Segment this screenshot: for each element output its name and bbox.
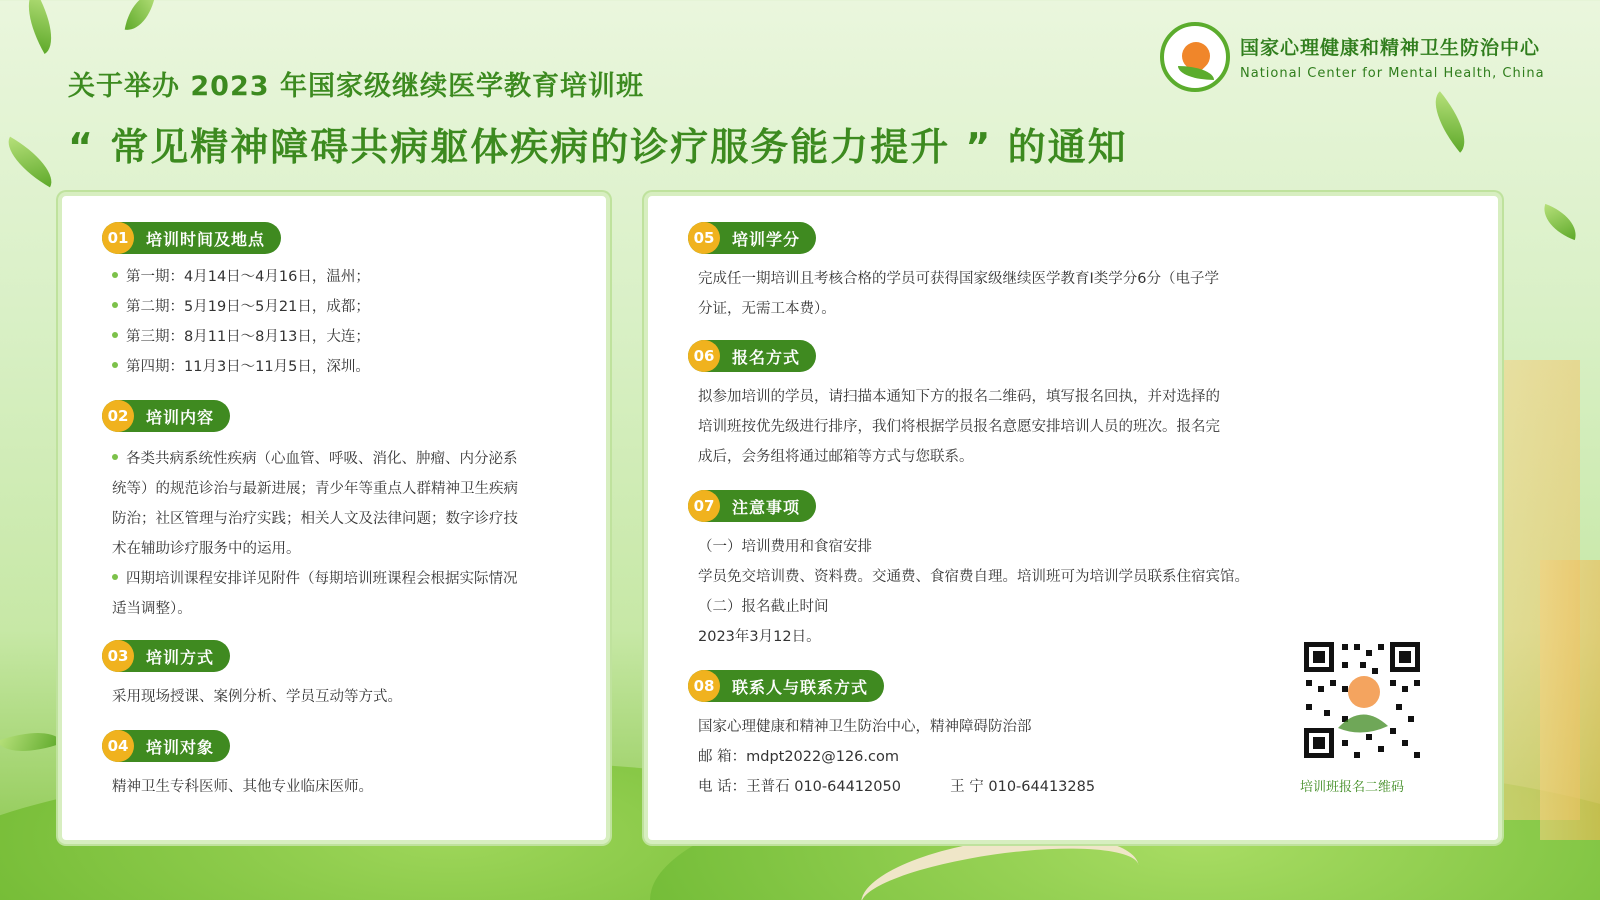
page-title-line2: “ 常见精神障碍共病躯体疾病的诊疗服务能力提升 ” 的通知 bbox=[68, 125, 1128, 169]
section-02 bbox=[102, 400, 518, 624]
bullet-icon bbox=[112, 272, 118, 278]
section-03 bbox=[102, 640, 402, 712]
paragraph-line: （一）培训费用和食宿安排 bbox=[698, 539, 872, 555]
list-item: 第三期：8月11日～8月13日，大连； bbox=[112, 322, 370, 352]
qr-code-icon[interactable] bbox=[1302, 640, 1422, 760]
section-header bbox=[688, 490, 816, 522]
qr-code-label: 培训班报名二维码 bbox=[1300, 780, 1405, 795]
section-header bbox=[102, 222, 281, 254]
paragraph-line: 培训班按优先级进行排序，我们将根据学员报名意愿安排培训人员的班次。报名完 bbox=[698, 419, 1220, 435]
logo-name-en: National Center for Mental Health, China bbox=[1240, 66, 1545, 81]
section-title: 培训对象 bbox=[146, 737, 215, 757]
contact-phone-1: 电 话：王普石 010-64412050 bbox=[698, 779, 901, 795]
leaf-icon bbox=[1537, 204, 1583, 240]
contact-email[interactable]: 邮 箱：mdpt2022@126.com bbox=[698, 749, 899, 765]
leaf-icon bbox=[15, 0, 66, 54]
bullet-icon bbox=[112, 454, 118, 460]
organization-logo bbox=[1160, 22, 1545, 92]
logo-emblem-icon bbox=[1160, 22, 1230, 92]
paragraph-line: 分证，无需工本费）。 bbox=[698, 301, 836, 317]
leaf-icon bbox=[1422, 91, 1479, 152]
paragraph-line: 防治；社区管理与治疗实践；相关人文及法律问题；数字诊疗技 bbox=[112, 511, 518, 527]
paragraph-line: 采用现场授课、案例分析、学员互动等方式。 bbox=[112, 689, 402, 705]
section-title: 培训时间及地点 bbox=[146, 229, 266, 249]
paragraph-line: 完成任一期培训且考核合格的学员可获得国家级继续医学教育I类学分6分（电子学 bbox=[698, 271, 1219, 287]
logo-name-cn: 国家心理健康和精神卫生防治中心 bbox=[1240, 37, 1541, 59]
section-07 bbox=[688, 490, 1249, 652]
paragraph-line: 精神卫生专科医师、其他专业临床医师。 bbox=[112, 779, 373, 795]
paragraph-line: 术在辅助诊疗服务中的运用。 bbox=[112, 541, 301, 557]
section-header bbox=[688, 222, 816, 254]
section-number-badge: 01 bbox=[102, 222, 134, 254]
section-title: 报名方式 bbox=[732, 347, 801, 367]
section-number-badge: 07 bbox=[688, 490, 720, 522]
paragraph-line: 成后，会务组将通过邮箱等方式与您联系。 bbox=[698, 449, 974, 465]
contact-organization: 国家心理健康和精神卫生防治中心，精神障碍防治部 bbox=[698, 719, 1032, 735]
contact-phone bbox=[698, 772, 1095, 802]
paragraph-line: 统等）的规范诊治与最新进展；青少年等重点人群精神卫生疾病 bbox=[112, 481, 518, 497]
paragraph-line: 四期培训课程安排详见附件（每期培训班课程会根据实际情况 bbox=[112, 564, 518, 594]
contact-phone-2: 王 宁 010-64413285 bbox=[950, 779, 1096, 795]
section-header bbox=[102, 730, 230, 762]
paragraph-line: 2023年3月12日。 bbox=[698, 629, 821, 645]
section-08 bbox=[688, 670, 1095, 802]
section-number-badge: 02 bbox=[102, 400, 134, 432]
section-05 bbox=[688, 222, 1219, 324]
section-04 bbox=[102, 730, 373, 802]
section-number-badge: 08 bbox=[688, 670, 720, 702]
leaf-icon bbox=[0, 720, 62, 763]
section-header bbox=[102, 400, 230, 432]
leaf-icon bbox=[0, 137, 62, 188]
section-title: 培训方式 bbox=[146, 647, 215, 667]
section-number-badge: 06 bbox=[688, 340, 720, 372]
bullet-icon bbox=[112, 574, 118, 580]
section-06 bbox=[688, 340, 1220, 472]
section-01 bbox=[102, 222, 370, 382]
section-title: 注意事项 bbox=[732, 497, 801, 517]
section-title: 培训学分 bbox=[732, 229, 801, 249]
paragraph-line: 学员免交培训费、资料费。交通费、食宿费自理。培训班可为培训学员联系住宿宾馆。 bbox=[698, 569, 1249, 585]
section-title: 培训内容 bbox=[146, 407, 215, 427]
list-item: 第一期：4月14日～4月16日，温州； bbox=[112, 262, 370, 292]
list-item: 第二期：5月19日～5月21日，成都； bbox=[112, 292, 370, 322]
page-title-line1: 关于举办 2023 年国家级继续医学教育培训班 bbox=[68, 71, 644, 102]
leaf-icon bbox=[125, 0, 156, 34]
paragraph-line: 适当调整）。 bbox=[112, 601, 192, 617]
section-header bbox=[688, 340, 816, 372]
list-item: 第四期：11月3日～11月5日，深圳。 bbox=[112, 352, 370, 382]
section-header bbox=[688, 670, 884, 702]
paragraph-line: 各类共病系统性疾病（心血管、呼吸、消化、肿瘤、内分泌系 bbox=[112, 444, 518, 474]
paragraph-line: 拟参加培训的学员，请扫描本通知下方的报名二维码，填写报名回执，并对选择的 bbox=[698, 389, 1220, 405]
section-title: 联系人与联系方式 bbox=[732, 677, 869, 697]
section-number-badge: 03 bbox=[102, 640, 134, 672]
bullet-icon bbox=[112, 362, 118, 368]
background-building-small bbox=[1540, 560, 1600, 840]
bullet-icon bbox=[112, 332, 118, 338]
section-number-badge: 04 bbox=[102, 730, 134, 762]
paragraph-line: （二）报名截止时间 bbox=[698, 599, 829, 615]
section-number-badge: 05 bbox=[688, 222, 720, 254]
section-header bbox=[102, 640, 230, 672]
bullet-icon bbox=[112, 302, 118, 308]
